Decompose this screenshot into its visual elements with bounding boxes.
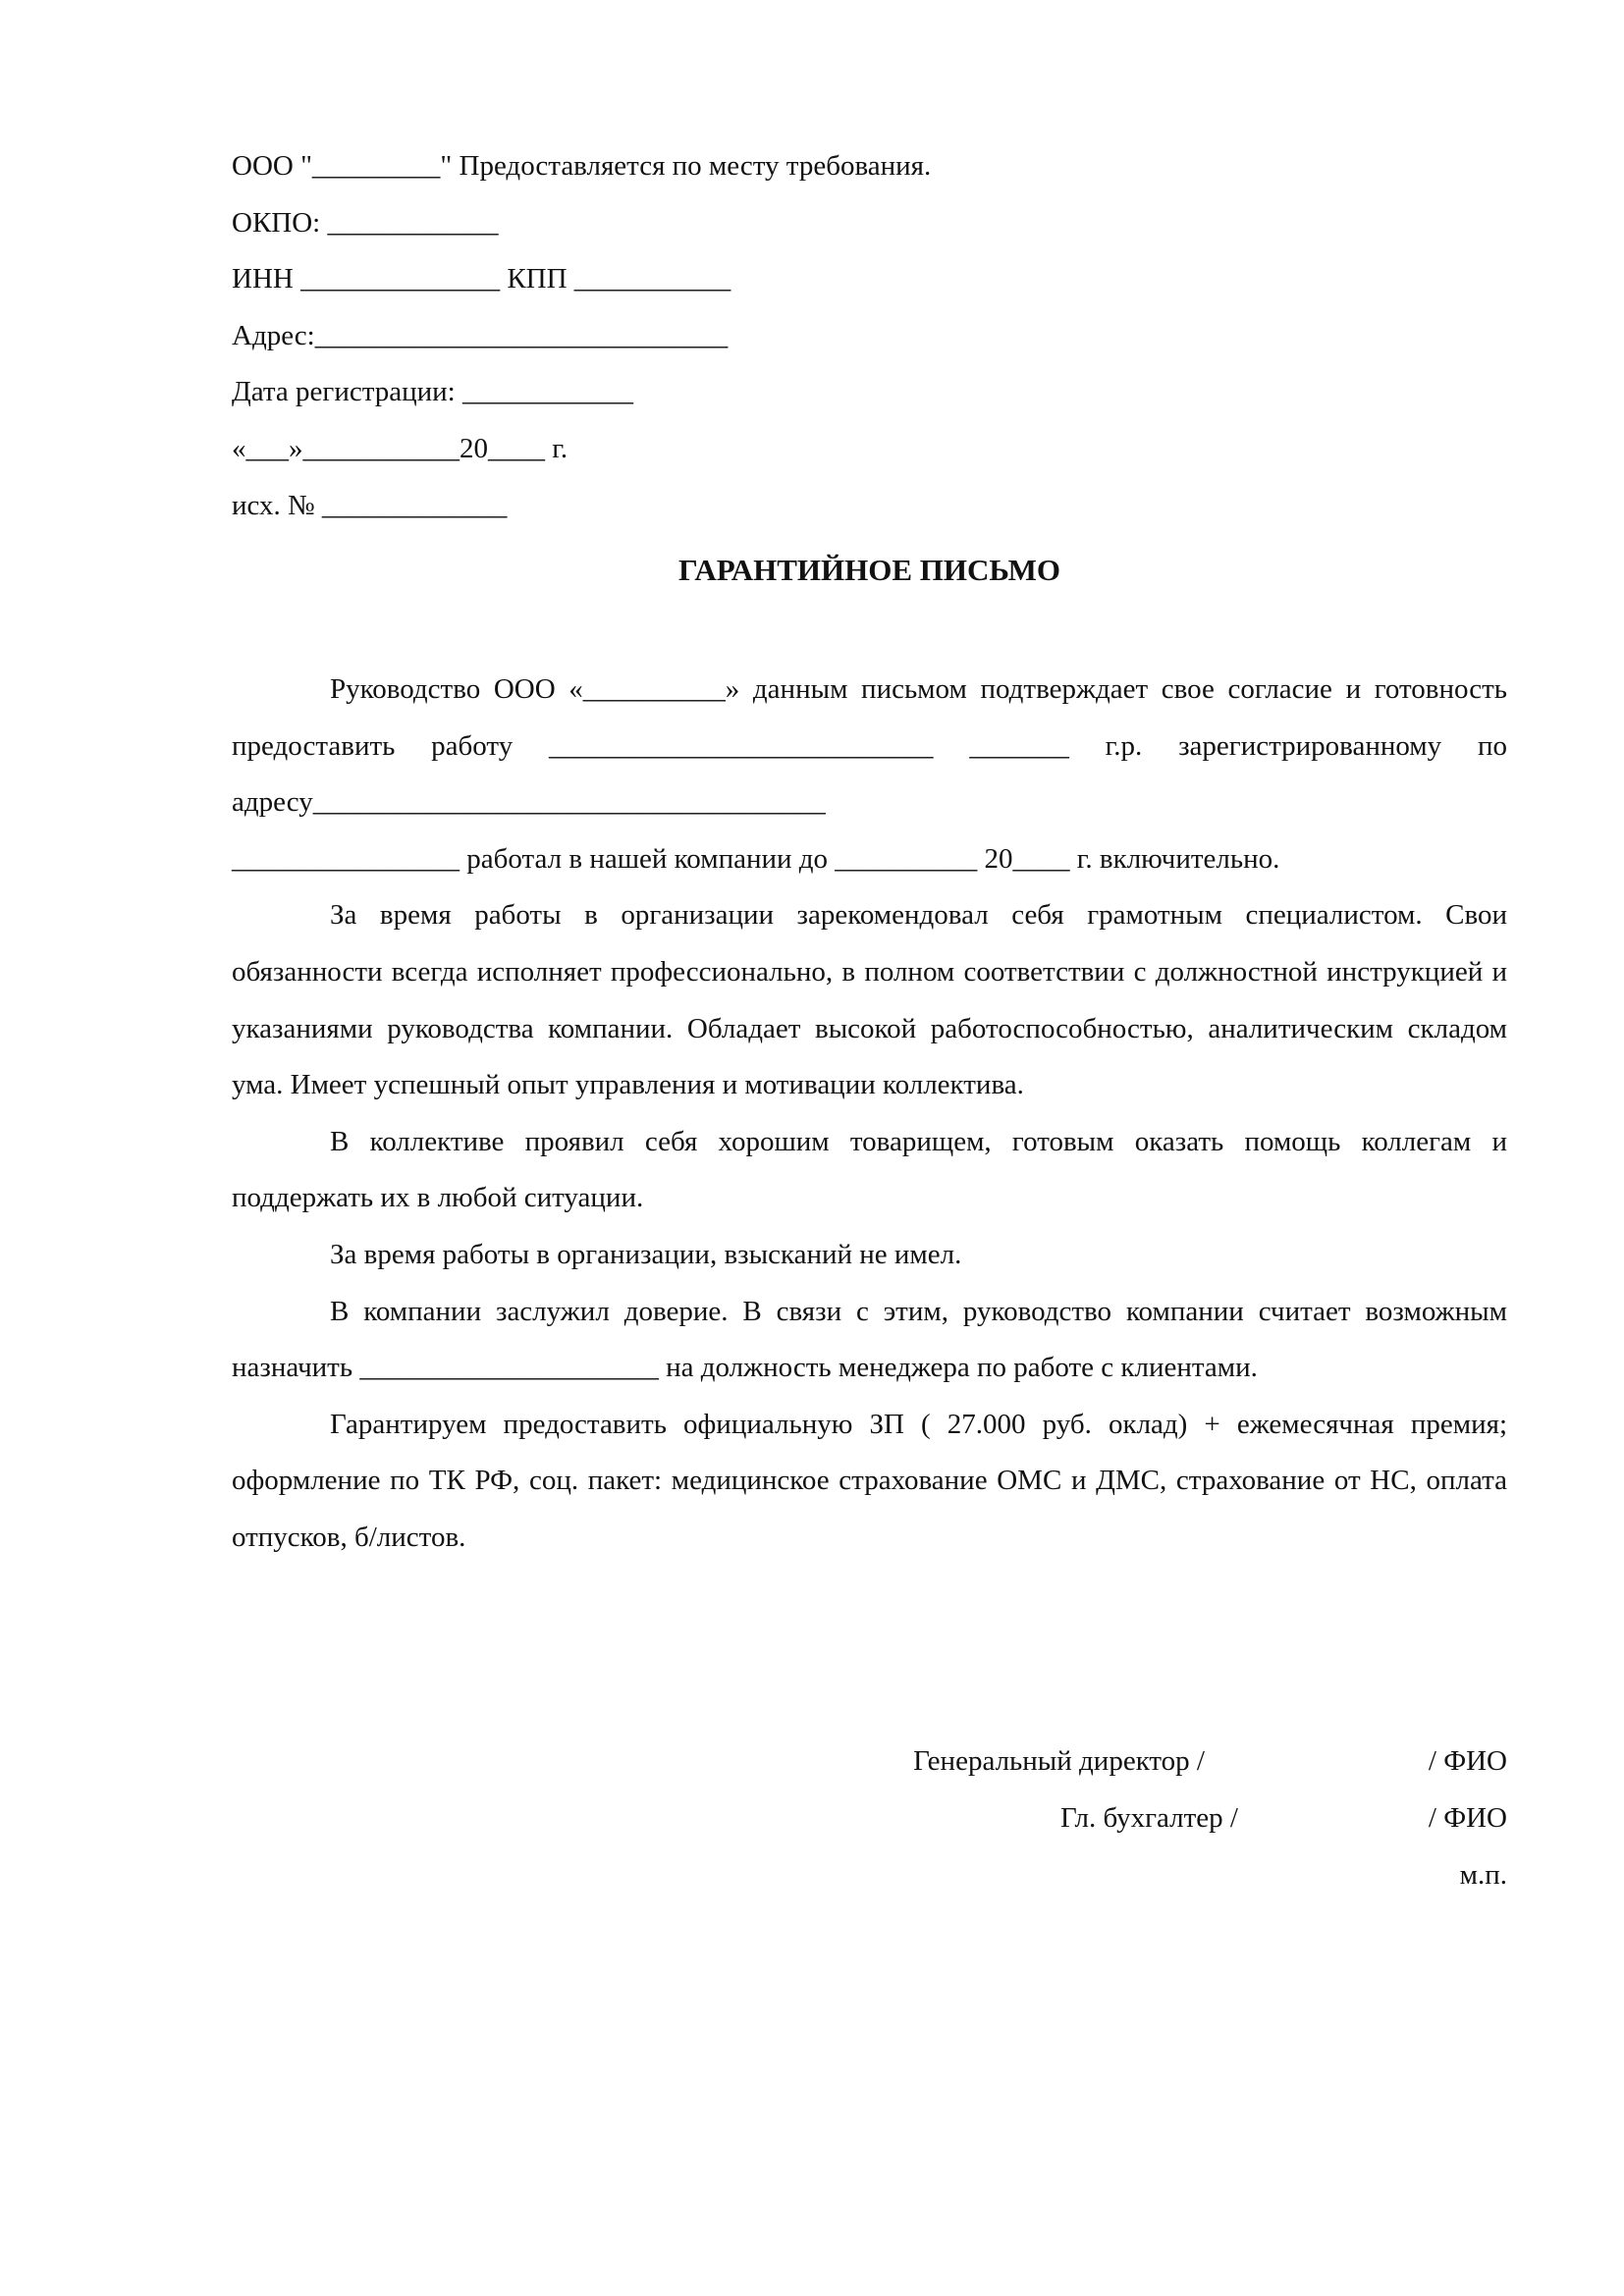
accountant-name: / ФИО [1428, 1802, 1507, 1834]
paragraph-employment: ________________ работал в нашей компании до __________ 20____ г. включительно. [232, 842, 1280, 875]
address-line: Адрес:_____________________________ [232, 319, 729, 351]
paragraph-penalties: За время работы в организации, взысканий не имел. [330, 1238, 962, 1270]
letter-body [232, 662, 1507, 1567]
stamp-place: м.п. [1459, 1859, 1507, 1891]
document-title: ГАРАНТИЙНОЕ ПИСЬМО [678, 553, 1060, 587]
paragraph-consent: Руководство ООО «__________» данным письмом подтверждает свое согласие и готовность предоставить работу ___________________________ _______ г.р. зарегистрированному по адресу____________________________________ [232, 673, 1507, 819]
director-name: / ФИО [1428, 1745, 1507, 1777]
inn-kpp-line: ИНН ______________ КПП ___________ [232, 263, 731, 295]
company-line: ООО "_________" Предоставляется по месту требования. [232, 150, 932, 182]
accountant-label: Гл. бухгалтер / [1059, 1802, 1238, 1834]
date-line: «___»___________20____ г. [232, 432, 568, 464]
director-label: Генеральный директор / [913, 1745, 1205, 1777]
letter-header [232, 138, 1507, 534]
registration-date-line: Дата регистрации: ____________ [232, 376, 633, 408]
outgoing-number-line: исх. № _____________ [232, 489, 508, 521]
paragraph-team: В коллективе проявил себя хорошим товарищем, готовым оказать помощь коллегам и поддержать их в любой ситуации. [232, 1125, 1507, 1214]
paragraph-guarantee: Гарантируем предоставить официальную ЗП ( 27.000 руб. оклад) + ежемесячная премия; оформление по ТК РФ, соц. пакет: медицинское страхование ОМС и ДМС, страхование от НС, оплата отпусков, б/листов. [232, 1408, 1507, 1553]
okpo-line: ОКПО: ____________ [232, 206, 499, 239]
paragraph-reputation: За время работы в организации зарекомендовал себя грамотным специалистом. Свои обязанности всегда исполняет профессионально, в полном соответствии с должностной инструкцией и указаниями руководства компании. Обладает высокой работоспособностью, аналитическим складом ума. Имеет успешный опыт управления и мотивации коллектива. [232, 899, 1507, 1101]
paragraph-appointment: В компании заслужил доверие. В связи с этим, руководство компании считает возможным назначить _____________________ на должность менеджера по работе с клиентами. [232, 1295, 1507, 1384]
